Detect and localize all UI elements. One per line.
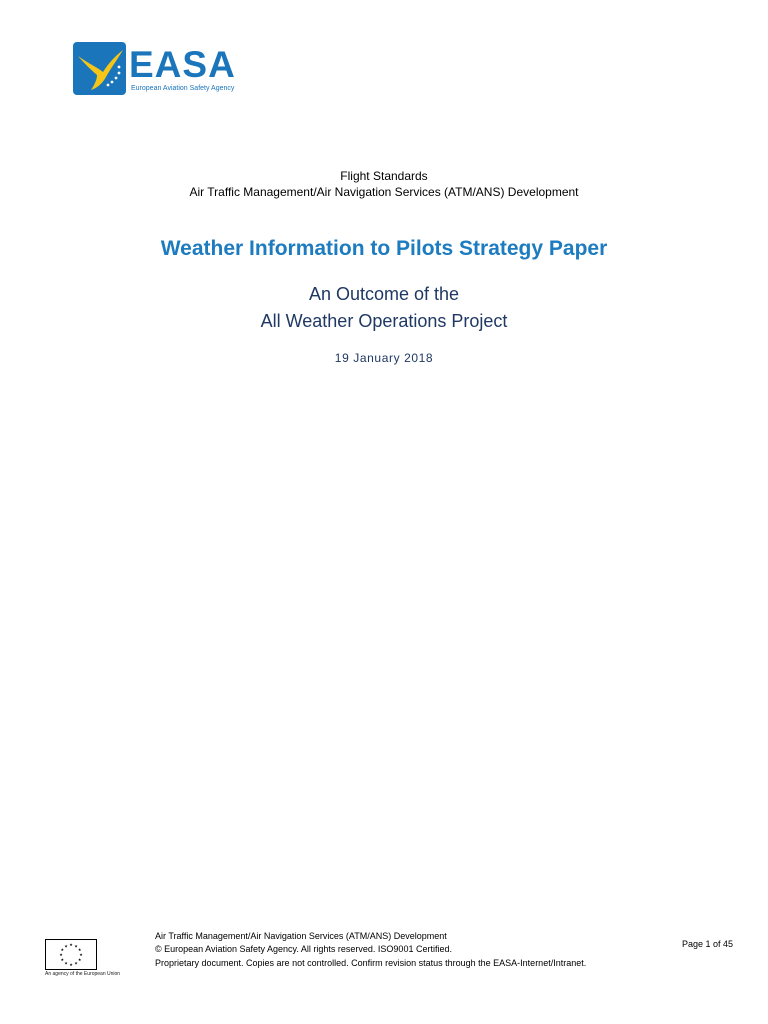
svg-text:★: ★ [77, 947, 82, 952]
svg-text:★: ★ [74, 943, 78, 949]
footer-line-2: © European Aviation Safety Agency. All rights reserved. ISO9001 Certified. [155, 944, 452, 954]
svg-text:★: ★ [69, 942, 73, 947]
eu-agency-caption: An agency of the European Union [45, 971, 121, 977]
svg-text:★: ★ [64, 960, 68, 966]
easa-bird-logo-icon [73, 42, 126, 95]
footer-line-1: Air Traffic Management/Air Navigation Services (ATM/ANS) Development [155, 931, 447, 941]
svg-text:★: ★ [60, 957, 65, 962]
document-title: Weather Information to Pilots Strategy Paper [160, 237, 608, 260]
svg-text:★: ★ [64, 943, 68, 949]
subdepartment-heading: Air Traffic Management/Air Navigation Services (ATM/ANS) Development [189, 185, 579, 199]
document-subtitle-line1: An Outcome of the [308, 284, 460, 304]
svg-text:★: ★ [59, 952, 63, 957]
logo-tagline: European Aviation Safety Agency [131, 85, 235, 92]
page-number: Page 1 of 45 [682, 939, 734, 949]
document-date: 19 January 2018 [334, 351, 434, 365]
footer-line-3: Proprietary document. Copies are not controlled. Confirm revision status through the EASA-Internet/Intranet. [155, 958, 587, 968]
svg-text:★: ★ [69, 962, 73, 967]
document-subtitle-line2: All Weather Operations Project [260, 311, 508, 331]
easa-logo [73, 42, 243, 96]
svg-text:★: ★ [60, 947, 65, 952]
logo-wordmark: EASA [129, 44, 236, 85]
svg-text:★: ★ [74, 960, 78, 966]
svg-text:★: ★ [77, 957, 82, 962]
department-heading: Flight Standards [340, 169, 428, 183]
svg-text:★: ★ [79, 952, 83, 957]
eu-flag-icon [45, 939, 97, 970]
